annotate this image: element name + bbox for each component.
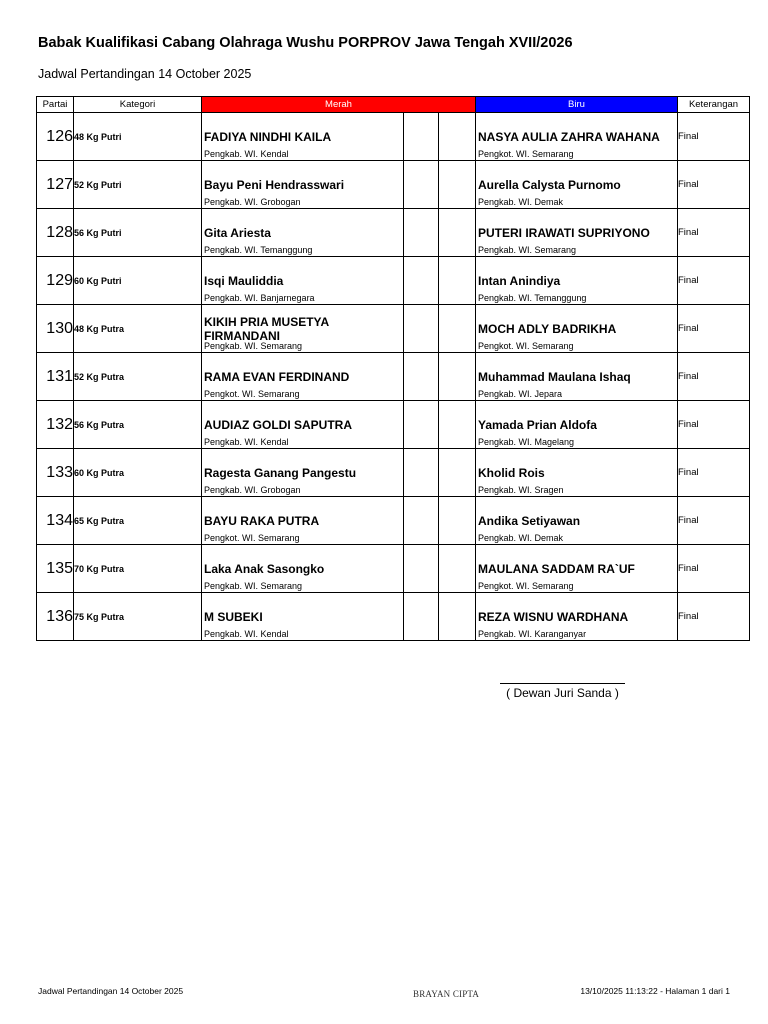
keterangan-cell: Final <box>678 113 750 161</box>
biru-athlete-team: Pengkab. WI. Temanggung <box>478 293 587 303</box>
merah-athlete-cell <box>202 257 404 305</box>
merah-athlete-name: Bayu Peni Hendrasswari <box>204 177 345 192</box>
merah-athlete-cell <box>202 497 404 545</box>
keterangan-cell: Final <box>678 209 750 257</box>
merah-athlete-cell <box>202 305 404 353</box>
keterangan-cell: Final <box>678 401 750 449</box>
biru-athlete-team: Pengkab. WI. Semarang <box>478 245 577 255</box>
partai-number: 127 <box>37 161 74 209</box>
keterangan-cell: Final <box>678 161 750 209</box>
merah-score-cell <box>404 305 439 353</box>
keterangan-cell: Final <box>678 449 750 497</box>
biru-score-cell <box>439 545 476 593</box>
keterangan-cell: Final <box>678 497 750 545</box>
biru-score-cell <box>439 257 476 305</box>
partai-number: 135 <box>37 545 74 593</box>
biru-athlete-cell <box>476 401 678 449</box>
merah-athlete-team: Pengkab. WI. Kendal <box>204 437 289 447</box>
col-header-kategori: Kategori <box>74 97 202 113</box>
biru-athlete-cell <box>476 545 678 593</box>
table-body <box>37 113 750 641</box>
merah-athlete-team: Pengkab. WI. Grobogan <box>204 485 301 495</box>
biru-score-cell <box>439 113 476 161</box>
footer-left-text: Jadwal Pertandingan 14 October 2025 <box>38 986 184 996</box>
partai-number: 128 <box>37 209 74 257</box>
table-row <box>37 257 750 305</box>
biru-athlete-cell <box>476 305 678 353</box>
merah-athlete-cell <box>202 449 404 497</box>
kategori-cell: 52 Kg Putri <box>74 161 202 209</box>
biru-athlete-name: REZA WISNU WARDHANA <box>478 609 629 624</box>
table-row <box>37 401 750 449</box>
kategori-cell: 60 Kg Putra <box>74 449 202 497</box>
biru-athlete-cell <box>476 209 678 257</box>
table-row <box>37 209 750 257</box>
merah-athlete-cell <box>202 161 404 209</box>
merah-athlete-name: FADIYA NINDHI KAILA <box>204 129 332 144</box>
merah-athlete-name: KIKIH PRIA MUSETYA FIRMANDANI <box>204 314 329 343</box>
merah-athlete-team: Pengkab. WI. Temanggung <box>204 245 313 255</box>
biru-score-cell <box>439 593 476 641</box>
keterangan-cell: Final <box>678 257 750 305</box>
biru-score-cell <box>439 497 476 545</box>
biru-athlete-cell <box>476 497 678 545</box>
merah-athlete-name: RAMA EVAN FERDINAND <box>204 369 350 384</box>
merah-athlete-name: Isqi Mauliddia <box>204 273 284 288</box>
biru-athlete-team: Pengkab. WI. Demak <box>478 533 564 543</box>
col-header-biru: Biru <box>476 97 678 113</box>
biru-athlete-team: Pengkot. WI. Semarang <box>478 581 574 591</box>
merah-athlete-name: Gita Ariesta <box>204 225 271 240</box>
biru-athlete-name: Andika Setiyawan <box>478 513 581 528</box>
merah-athlete-name: M SUBEKI <box>204 609 263 624</box>
merah-athlete-team: Pengkot. WI. Semarang <box>204 533 300 543</box>
biru-athlete-cell <box>476 113 678 161</box>
biru-score-cell <box>439 449 476 497</box>
partai-number: 129 <box>37 257 74 305</box>
table-row <box>37 161 750 209</box>
kategori-cell: 48 Kg Putra <box>74 305 202 353</box>
partai-number: 131 <box>37 353 74 401</box>
schedule-date: Jadwal Pertandingan 14 October 2025 <box>38 67 252 81</box>
biru-athlete-team: Pengkab. WI. Sragen <box>478 485 564 495</box>
merah-athlete-team: Pengkab. WI. Semarang <box>204 581 303 591</box>
kategori-cell: 65 Kg Putra <box>74 497 202 545</box>
merah-athlete-team: Pengkab. WI. Kendal <box>204 149 289 159</box>
biru-athlete-cell <box>476 257 678 305</box>
biru-athlete-name: Intan Anindiya <box>478 273 561 288</box>
table-row <box>37 353 750 401</box>
signature-label: ( Dewan Juri Sanda ) <box>500 683 625 700</box>
biru-athlete-team: Pengkab. WI. Demak <box>478 197 564 207</box>
partai-number: 133 <box>37 449 74 497</box>
merah-athlete-cell <box>202 209 404 257</box>
biru-score-cell <box>439 161 476 209</box>
merah-athlete-team: Pengkab. WI. Banjarnegara <box>204 293 315 303</box>
merah-score-cell <box>404 449 439 497</box>
merah-athlete-team: Pengkab. WI. Kendal <box>204 629 289 639</box>
col-header-partai: Partai <box>37 97 74 113</box>
partai-number: 126 <box>37 113 74 161</box>
kategori-cell: 56 Kg Putri <box>74 209 202 257</box>
partai-number: 132 <box>37 401 74 449</box>
merah-athlete-name: Ragesta Ganang Pangestu <box>204 465 357 480</box>
biru-score-cell <box>439 401 476 449</box>
biru-athlete-name: MAULANA SADDAM RA`UF <box>478 561 635 576</box>
keterangan-cell: Final <box>678 305 750 353</box>
biru-athlete-team: Pengkab. WI. Karanganyar <box>478 629 587 639</box>
biru-athlete-team: Pengkot. WI. Semarang <box>478 149 574 159</box>
merah-athlete-name: AUDIAZ GOLDI SAPUTRA <box>204 417 352 432</box>
brayan-cipta-logo <box>413 985 480 1003</box>
biru-athlete-cell <box>476 161 678 209</box>
partai-number: 130 <box>37 305 74 353</box>
merah-score-cell <box>404 401 439 449</box>
table-row <box>37 305 750 353</box>
col-header-keterangan: Keterangan <box>678 97 750 113</box>
biru-score-cell <box>439 305 476 353</box>
biru-athlete-name: NASYA AULIA ZAHRA WAHANA <box>478 129 660 144</box>
keterangan-cell: Final <box>678 545 750 593</box>
merah-score-cell <box>404 545 439 593</box>
table-row <box>37 113 750 161</box>
biru-athlete-team: Pengkot. WI. Semarang <box>478 341 574 351</box>
merah-score-cell <box>404 497 439 545</box>
logo-text: BRAYAN CIPTA <box>413 989 480 999</box>
biru-athlete-name: Aurella Calysta Purnomo <box>478 177 621 192</box>
kategori-cell: 60 Kg Putri <box>74 257 202 305</box>
page-title: Babak Kualifikasi Cabang Olahraga Wushu PORPROV Jawa Tengah XVII/2026 <box>38 35 573 51</box>
merah-athlete-cell <box>202 113 404 161</box>
biru-athlete-name: Yamada Prian Aldofa <box>478 417 597 432</box>
merah-score-cell <box>404 161 439 209</box>
partai-number: 134 <box>37 497 74 545</box>
biru-athlete-name: Kholid Rois <box>478 465 545 480</box>
biru-athlete-name: PUTERI IRAWATI SUPRIYONO <box>478 225 650 240</box>
merah-athlete-team: Pengkab. WI. Semarang <box>204 341 303 351</box>
match-schedule-table <box>36 96 750 641</box>
partai-number: 136 <box>37 593 74 641</box>
biru-athlete-name: Muhammad Maulana Ishaq <box>478 369 631 384</box>
kategori-cell: 75 Kg Putra <box>74 593 202 641</box>
table-row <box>37 593 750 641</box>
biru-athlete-team: Pengkab. WI. Jepara <box>478 389 563 399</box>
keterangan-cell: Final <box>678 593 750 641</box>
merah-score-cell <box>404 209 439 257</box>
merah-athlete-team: Pengkab. WI. Grobogan <box>204 197 301 207</box>
kategori-cell: 52 Kg Putra <box>74 353 202 401</box>
kategori-cell: 70 Kg Putra <box>74 545 202 593</box>
biru-score-cell <box>439 353 476 401</box>
biru-athlete-cell <box>476 353 678 401</box>
merah-athlete-cell <box>202 593 404 641</box>
biru-athlete-cell <box>476 593 678 641</box>
merah-athlete-name: Laka Anak Sasongko <box>204 561 325 576</box>
merah-score-cell <box>404 257 439 305</box>
table-row <box>37 449 750 497</box>
merah-athlete-cell <box>202 545 404 593</box>
col-header-merah: Merah <box>202 97 476 113</box>
keterangan-cell: Final <box>678 353 750 401</box>
kategori-cell: 56 Kg Putra <box>74 401 202 449</box>
merah-score-cell <box>404 113 439 161</box>
biru-athlete-cell <box>476 449 678 497</box>
biru-athlete-name: MOCH ADLY BADRIKHA <box>478 321 617 336</box>
table-row <box>37 497 750 545</box>
table-header-row <box>37 97 750 113</box>
merah-athlete-name: BAYU RAKA PUTRA <box>204 513 320 528</box>
merah-score-cell <box>404 593 439 641</box>
footer-right-text: 13/10/2025 11:13:22 - Halaman 1 dari 1 <box>580 986 730 996</box>
merah-athlete-cell <box>202 401 404 449</box>
biru-athlete-team: Pengkab. WI. Magelang <box>478 437 575 447</box>
merah-score-cell <box>404 353 439 401</box>
merah-athlete-cell <box>202 353 404 401</box>
kategori-cell: 48 Kg Putri <box>74 113 202 161</box>
table-row <box>37 545 750 593</box>
biru-score-cell <box>439 209 476 257</box>
merah-athlete-team: Pengkot. WI. Semarang <box>204 389 300 399</box>
